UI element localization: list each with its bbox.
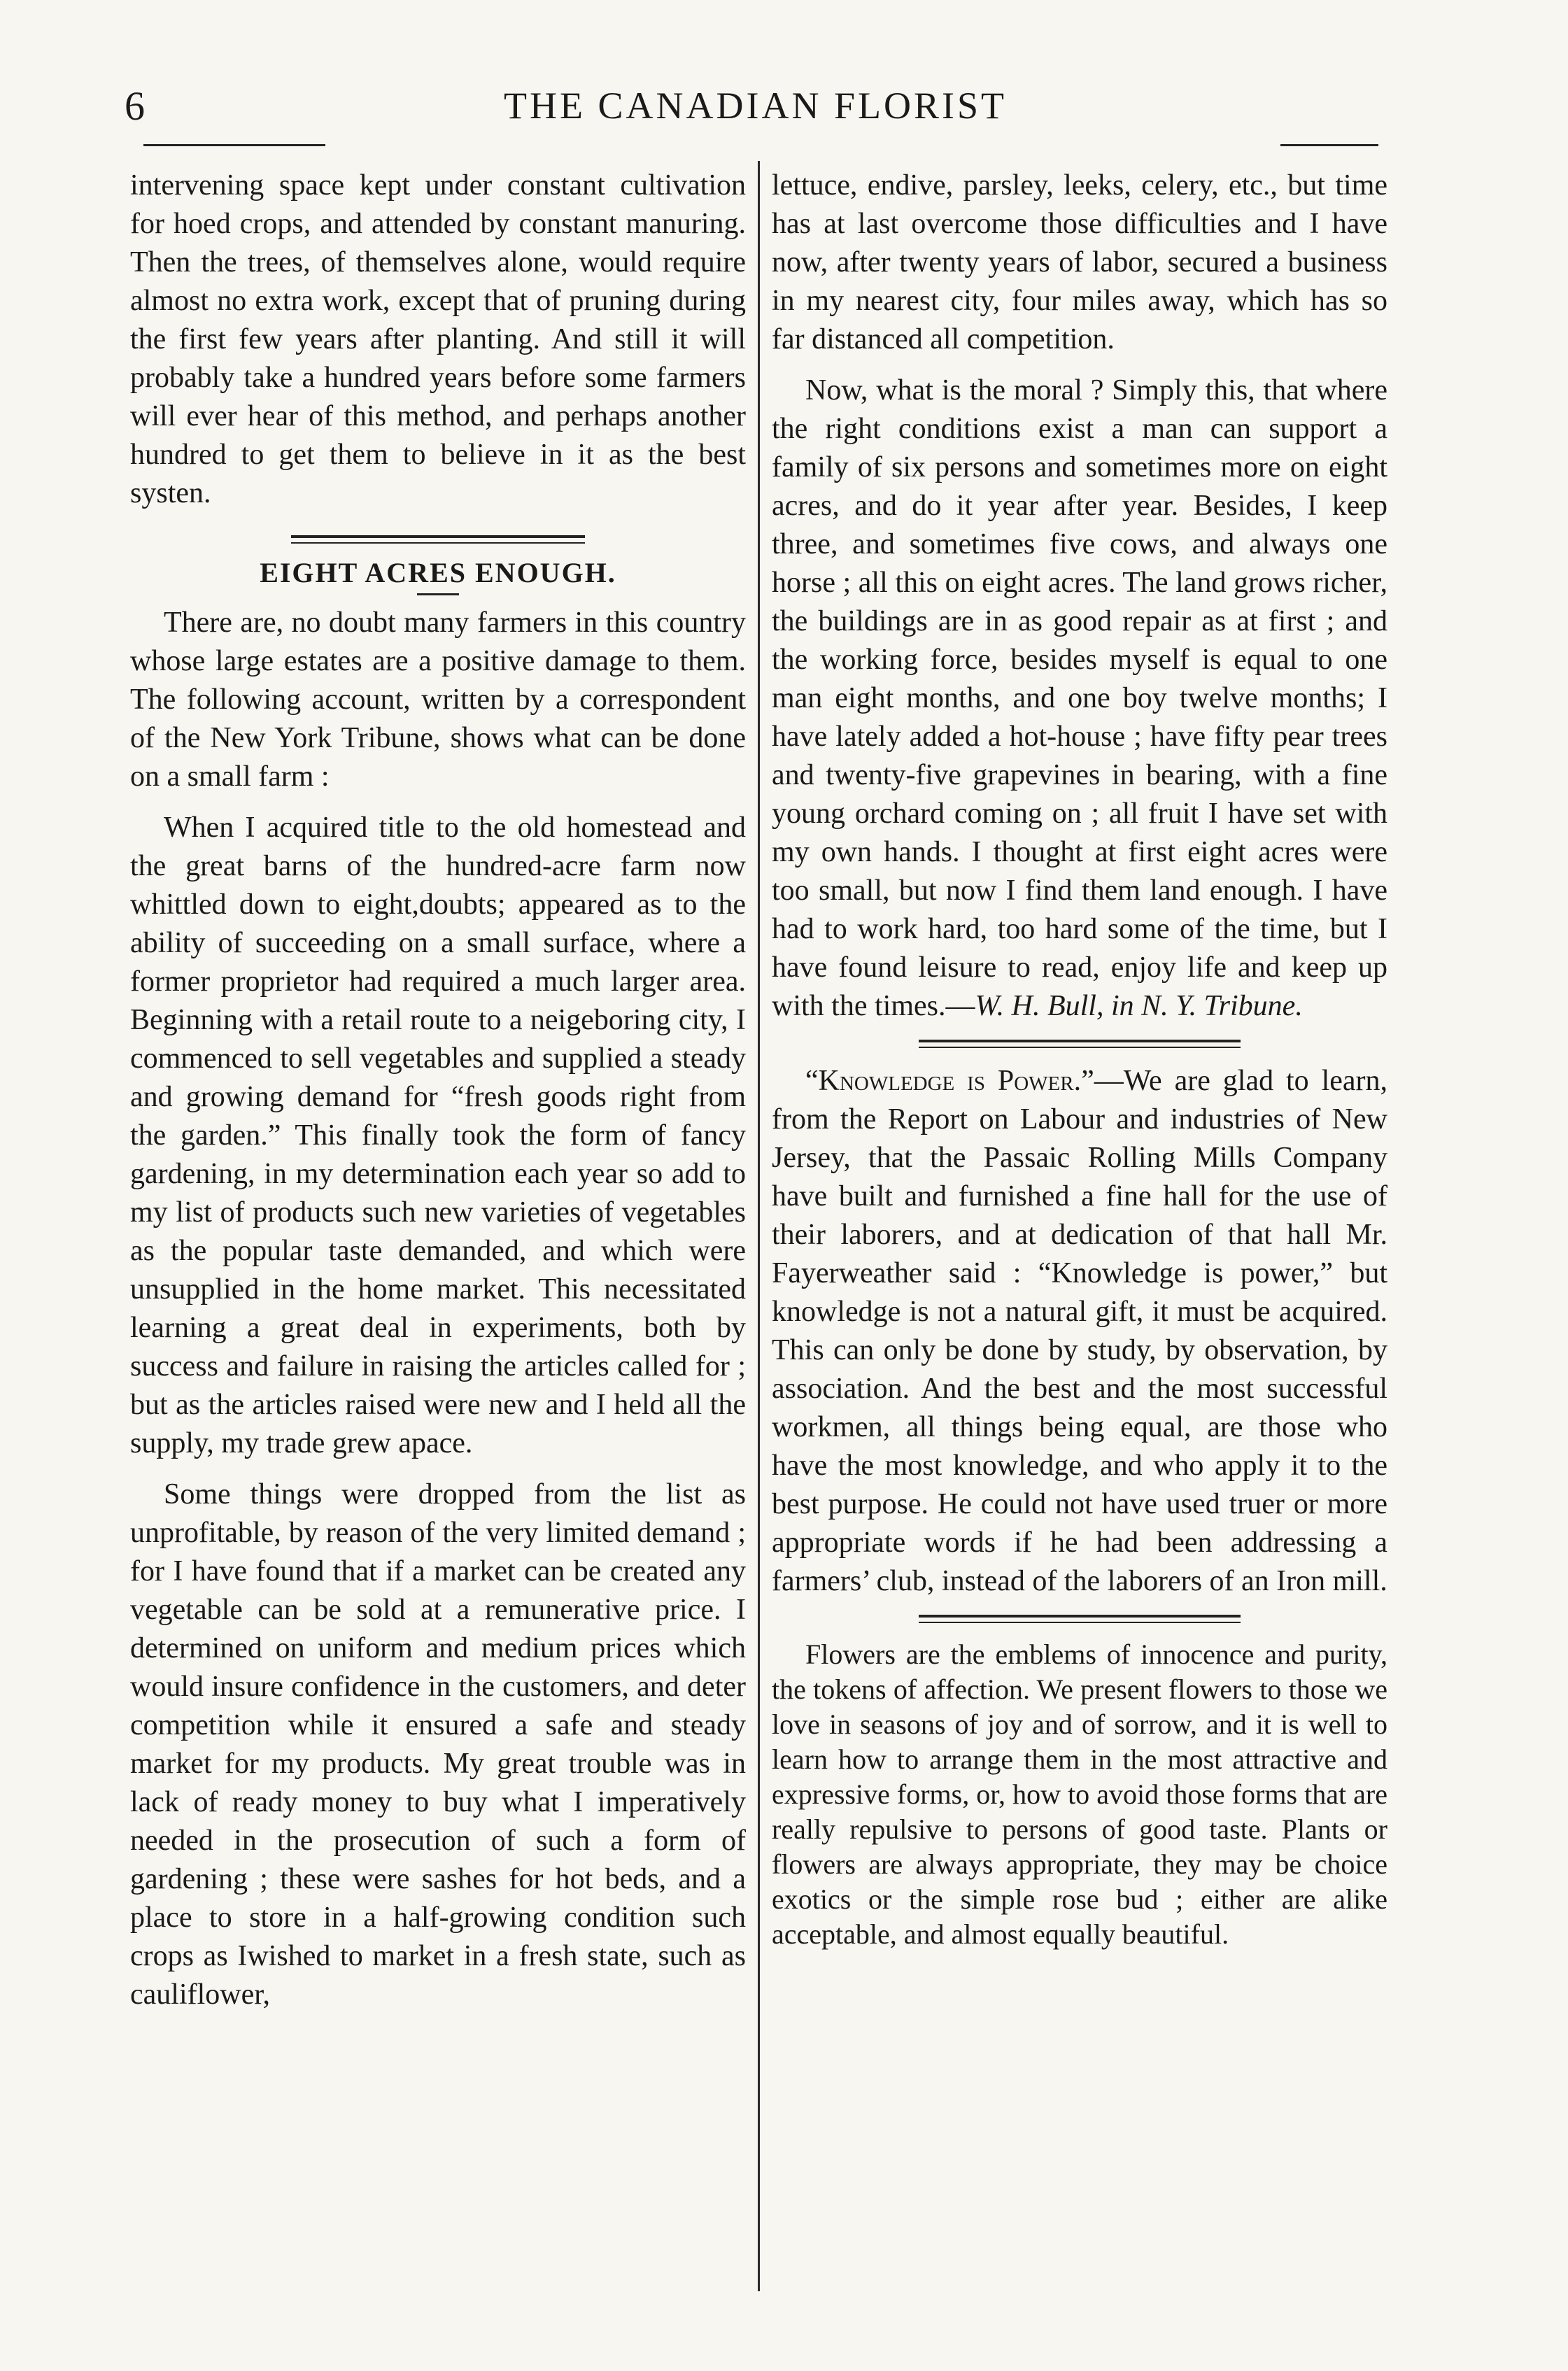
running-title: THE CANADIAN FLORIST: [504, 85, 1007, 127]
article-paragraph-1: When I acquired title to the old homestead and the great barns of the hundred-acre farm now whittled down to eight,doubts; appeared as to the ability of succeeding on a small surface, where a former proprietor had required a much larger area. Beginning with a retail route to a neigeboring city, I commenced to sell vegetables and supplied a steady and growing demand for “fresh goods right from the garden.” This finally took the form of fancy gardening, in my determination each year so add to my list of products such new varieties of vegetables as the popular taste demanded, and which were unsupplied in the home market. This necessitated learning a great deal in experiments, both by success and failure in raising the articles called for ; but as the articles raised were new and I held all the supply, my trade grew apace.: [130, 812, 746, 1459]
column-divider: [758, 161, 760, 2291]
knowledge-title: “Knowledge is Power.”: [805, 1065, 1094, 1097]
page-number: 6: [125, 83, 145, 129]
article-title: EIGHT ACRES ENOUGH.: [260, 557, 616, 588]
page-header: [0, 83, 1568, 139]
section-separator: [291, 535, 585, 544]
knowledge-body: —We are glad to learn, from the Report on Labour and industries of New Jersey, that the Passaic Rolling Mills Company have built and furnished a fine hall for the use of their laborers, and at dedication of that hall Mr. Fayerweather said : “Knowledge is power,” but knowledge is not a natural gift, it must be acquired. This can only be done by study, by observation, by association. And the best and the most successful workmen, all things being equal, are those who have the most knowledge, and who apply it to the best purpose. He could not have used truer or more appropriate words if he had been addressing a farmers’ club, instead of the laborers of an Iron mill.: [772, 1065, 1388, 1597]
title-underline: [417, 593, 459, 595]
article-paragraph-moral: [772, 371, 1387, 1026]
article-signature: W. H. Bull, in N. Y. Tribune.: [975, 990, 1303, 1022]
section-separator: [919, 1615, 1241, 1623]
knowledge-paragraph: [772, 1062, 1387, 1601]
continued-paragraph: intervening space kept under constant cultivation for hoed crops, and attended by constant manuring. Then the trees, of themselves alone, would require almost no extra work, except that of pruning during the first few years after planting. And still it will probably take a hundred years before some farmers will ever hear of this method, and perhaps another hundred to get them to believe in it as the best systen.: [130, 169, 746, 509]
right-column: [772, 167, 1387, 1952]
article-intro: There are, no doubt many farmers in this country whose large estates are a positive damage to them. The following account, written by a correspondent of the New York Tribune, shows what can be done on a small farm :: [130, 607, 746, 793]
moral-text: Now, what is the moral ? Simply this, that where the right conditions exist a man can support a family of six persons and sometimes more on eight acres, and do it year after year. Besides, I keep three, and sometimes five cows, and always one horse ; all this on eight acres. The land grows richer, the buildings are in as good repair as at first ; and the working force, besides myself is equal to one man eight months, and one boy twelve months; I have lately added a hot-house ; have fifty pear trees and twenty-five grapevines in bearing, with a fine young orchard coming on ; all fruit I have set with my own hands. I thought at first eight acres were too small, but now I find them land enough. I have had to work hard, too hard some of the time, but I have found leisure to read, enjoy life and keep up with the times.—: [772, 374, 1387, 1022]
header-rule-right: [1280, 144, 1378, 146]
section-separator: [919, 1040, 1241, 1048]
header-rule-left: [143, 144, 325, 146]
flowers-paragraph: Flowers are the emblems of innocence and purity, the tokens of affection. We present flowers to those we love in seasons of joy and of sorrow, and it is well to learn how to arrange them in the most attractive and expressive forms, or, how to avoid those forms that are really repulsive to persons of good taste. Plants or flowers are always appropriate, they may be choice exotics or the simple rose bud ; either are alike acceptable, and almost equally beautiful.: [772, 1639, 1387, 1950]
article-paragraph-2: Some things were dropped from the list as unprofitable, by reason of the very limited demand ; for I have found that if a market can be created any vegetable can be sold at a remunerative price. I determined on uniform and medium prices which would insure confidence in the customers, and deter competition while it ensured a safe and steady market for my products. My great trouble was in lack of ready money to buy what I imperatively needed in the prosecution of such a form of gardening ; these were sashes for hot beds, and a place to store in a half-growing condition such crops as Iwished to market in a fresh state, such as cauliflower,: [130, 1478, 746, 2011]
left-column: [130, 167, 746, 2014]
continued-paragraph: lettuce, endive, parsley, leeks, celery, etc., but time has at last overcome those difficulties and I have now, after twenty years of labor, secured a business in my nearest city, four miles away, which has so far distanced all competition.: [772, 169, 1387, 355]
